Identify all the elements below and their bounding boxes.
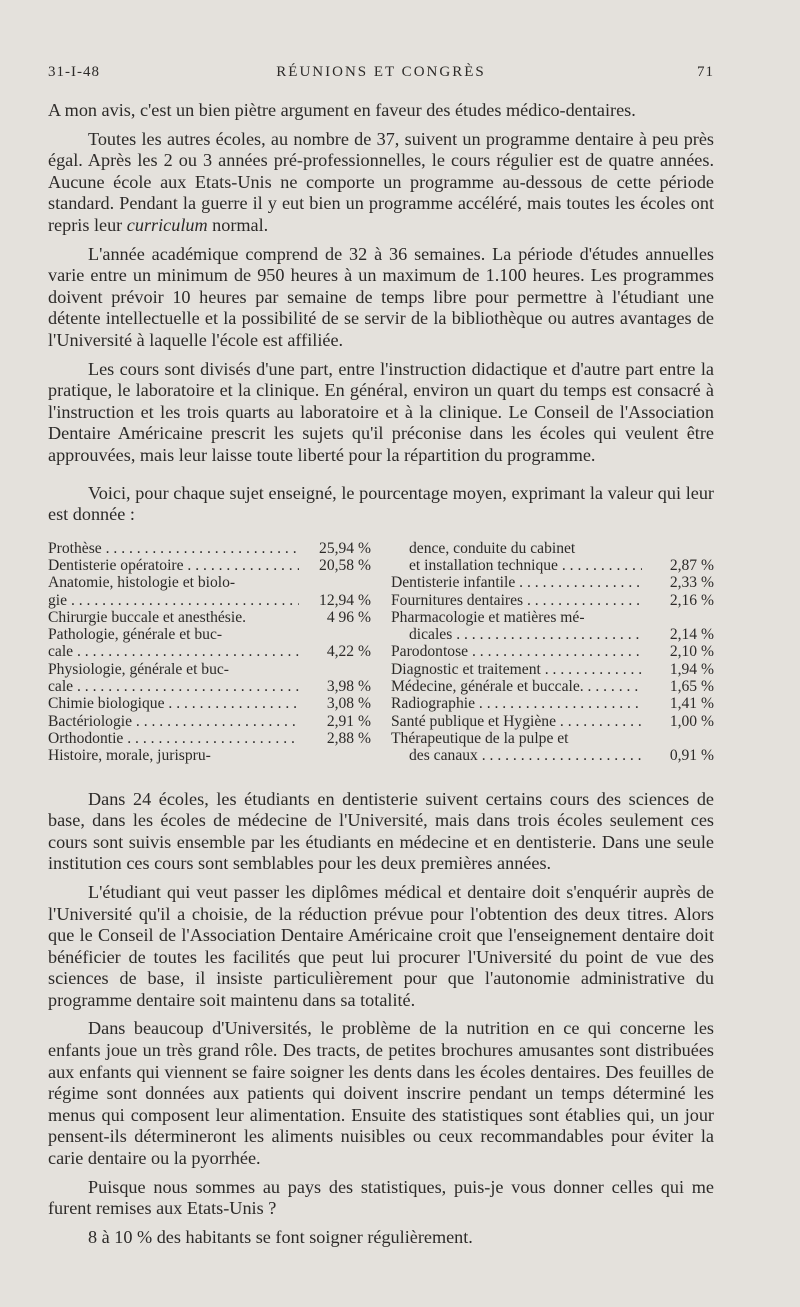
subject-percent: 2,91 % — [326, 712, 371, 730]
header-date: 31-I-48 — [48, 64, 100, 80]
table-row — [391, 695, 714, 712]
paragraph: Puisque nous sommes au pays des statistiques, puis-je vous donner celles qui me furent remises aux Etats-Unis ? — [48, 1176, 714, 1219]
subject-label: Chimie biologique . . . — [48, 695, 299, 712]
paragraph: A mon avis, c'est un bien piètre argument en faveur des études médico-dentaires. — [48, 100, 636, 120]
subject-percent: 4 96 % — [326, 608, 371, 626]
subject-label: cale . . . — [48, 678, 299, 695]
subject-label: Radiographie . . . — [391, 695, 642, 712]
subject-percent: 3,98 % — [326, 678, 371, 696]
paragraph-text: Toutes les autres écoles, au nombre de 37, suivent un programme dentaire à peu près égal. Après les 2 ou 3 années pré-professionnelles, le cours régulier est de quatre années. Aucune école aux Etats-Unis ne comporte un programme au-dessous de cette période standard. Pendant la guerre il y eut bien un programme accéléré, mais toutes les écoles ont repris leur — [48, 128, 714, 235]
subject-label: Histoire, morale, jurispru- — [48, 747, 211, 765]
subject-percent: 1,65 % — [669, 678, 714, 696]
subject-label: Chirurgie buccale et anesthésie. — [48, 608, 247, 626]
paragraph: Voici, pour chaque sujet enseigné, le pourcentage moyen, exprimant la valeur qui leur est donnée : — [48, 482, 714, 525]
paragraph: 8 à 10 % des habitants se font soigner régulièrement. — [88, 1226, 473, 1247]
subject-label: Bactériologie . . . — [48, 713, 299, 730]
article-body — [48, 100, 714, 1248]
table-row — [391, 592, 714, 609]
subject-label: Fournitures dentaires . . . — [391, 592, 642, 609]
page-number: 71 — [697, 64, 714, 80]
table-row — [48, 713, 371, 730]
subject-label: dence, conduite du cabinet — [409, 539, 576, 557]
paragraph: Dans 24 écoles, les étudiants en dentisterie suivent certains cours des sciences de base, dans les écoles de médecine de l'Université, mais dans trois écoles seulement ces cours sont suivis ensemble par les étudiants en médecine et en dentisterie. Dans une seule institution ces cours sont semblables pour les deux premières années. — [48, 788, 714, 874]
subject-label: Anatomie, histologie et biolo- — [48, 574, 236, 592]
subject-percent: 1,41 % — [669, 695, 714, 713]
paragraph: Dans beaucoup d'Universités, le problème de la nutrition en ce qui concerne les enfants joue un très grand rôle. Des tracts, de petites brochures amusantes sont distribuées aux enfants qui viennent se faire soigner les dents dans les écoles dentaires. Des feuilles de régime sont données aux patients qui doivent inscrire pendant un temps déterminé les menus qui composent leur alimentation. Ensuite des statistiques sont établies qui, un jour pensent-ils détermineront les aliments nuisibles ou ceux recommandables pour éviter la carie dentaire ou la pyorrhée. — [48, 1018, 714, 1169]
table-row — [391, 747, 714, 764]
paragraph: L'année académique comprend de 32 à 36 semaines. La période d'études annuelles varie entre un minimum de 950 heures à un maximum de 1.100 heures. Les programmes doivent prévoir 10 heures par semaine de temps libre pour permettre à l'étudiant une détente intellectuelle et la possibilité de se servir de la bibliothèque ou autres avantages de l'Université à laquelle l'école est affiliée. — [48, 243, 714, 350]
table-row — [48, 643, 371, 660]
subject-label: Diagnostic et traitement . . . — [391, 661, 642, 678]
subjects-column-left — [48, 540, 371, 765]
subject-label: des canaux . . . — [391, 747, 642, 764]
subject-label: Physiologie, générale et buc- — [48, 660, 230, 678]
table-row — [48, 540, 371, 557]
table-row — [48, 661, 371, 678]
subject-label: et installation technique . . . — [391, 557, 642, 574]
table-row — [391, 540, 714, 557]
subject-label: Pathologie, générale et buc- — [48, 626, 223, 644]
subject-percent: 2,16 % — [669, 591, 714, 609]
subject-label: dicales . . . — [391, 626, 642, 643]
subject-label: gie . . . — [48, 592, 299, 609]
table-row — [48, 747, 371, 764]
subject-label: Orthodontie . . . — [48, 730, 299, 747]
subject-percent: 2,14 % — [669, 626, 714, 644]
paragraph-text-end: normal. — [212, 214, 269, 235]
subject-percent: 2,88 % — [326, 729, 371, 747]
subject-label: cale . . . — [48, 643, 299, 660]
subjects-column-right — [391, 540, 714, 765]
table-row — [48, 678, 371, 695]
table-row — [48, 574, 371, 591]
subject-percent: 3,08 % — [326, 695, 371, 713]
table-row — [391, 643, 714, 660]
table-row — [391, 713, 714, 730]
table-row — [48, 609, 371, 626]
subject-label: Médecine, générale et buccale. . . . — [391, 678, 642, 695]
table-row — [391, 678, 714, 695]
subject-percent: 1,94 % — [669, 660, 714, 678]
subject-percent: 20,58 % — [319, 556, 371, 574]
table-row — [391, 661, 714, 678]
subject-label: Parodontose . . . — [391, 643, 642, 660]
table-row — [391, 609, 714, 626]
subject-label: Prothèse . . . — [48, 540, 299, 557]
table-row — [391, 574, 714, 591]
subject-label: Pharmacologie et matières mé- — [391, 608, 585, 626]
subject-percent: 25,94 % — [319, 539, 371, 557]
subjects-percentage-table — [48, 540, 714, 765]
table-row — [391, 730, 714, 747]
subject-percent: 12,94 % — [319, 591, 371, 609]
table-row — [391, 626, 714, 643]
paragraph: Les cours sont divisés d'une part, entre l'instruction didactique et d'autre part entre la pratique, le laboratoire et la clinique. En général, environ un quart du temps est consacré à l'instruction et les trois quarts au laboratoire et à la clinique. Le Conseil de l'Association Dentaire Américaine prescrit les sujets qu'il préconise dans les écoles qui veulent être approuvées, mais leur laisse toute liberté pour la répartition du programme. — [48, 358, 714, 465]
subject-label: Dentisterie infantile . . . — [391, 574, 642, 591]
table-row — [48, 626, 371, 643]
table-row — [391, 557, 714, 574]
subject-percent: 1,00 % — [669, 712, 714, 730]
subject-label: Dentisterie opératoire . . . — [48, 557, 299, 574]
running-head — [48, 64, 714, 86]
subject-percent: 2,10 % — [669, 643, 714, 661]
subject-percent: 0,91 % — [669, 747, 714, 765]
subject-label: Thérapeutique de la pulpe et — [391, 729, 569, 747]
table-row — [48, 695, 371, 712]
paragraph-italic-term: curriculum — [126, 214, 208, 235]
paragraph — [48, 129, 714, 237]
subject-percent: 2,33 % — [669, 574, 714, 592]
subject-label: Santé publique et Hygiène . . . — [391, 713, 642, 730]
table-row — [48, 592, 371, 609]
paragraph: L'étudiant qui veut passer les diplômes médical et dentaire doit s'enquérir auprès de l'Université qu'il a choisie, de la réduction prévue pour l'obtention des deux titres. Alors que le Conseil de l'Association Dentaire Américaine croit que l'enseignement dentaire doit bénéficier de toutes les facilités que peut lui procurer l'Université du point de vue des sciences de base, il insiste particulièrement pour que l'autonomie administrative du programme dentaire soit maintenu dans sa totalité. — [48, 881, 714, 1010]
header-section-title: RÉUNIONS ET CONGRÈS — [276, 64, 486, 80]
table-row — [48, 730, 371, 747]
table-row — [48, 557, 371, 574]
subject-percent: 2,87 % — [669, 556, 714, 574]
subject-percent: 4,22 % — [326, 643, 371, 661]
